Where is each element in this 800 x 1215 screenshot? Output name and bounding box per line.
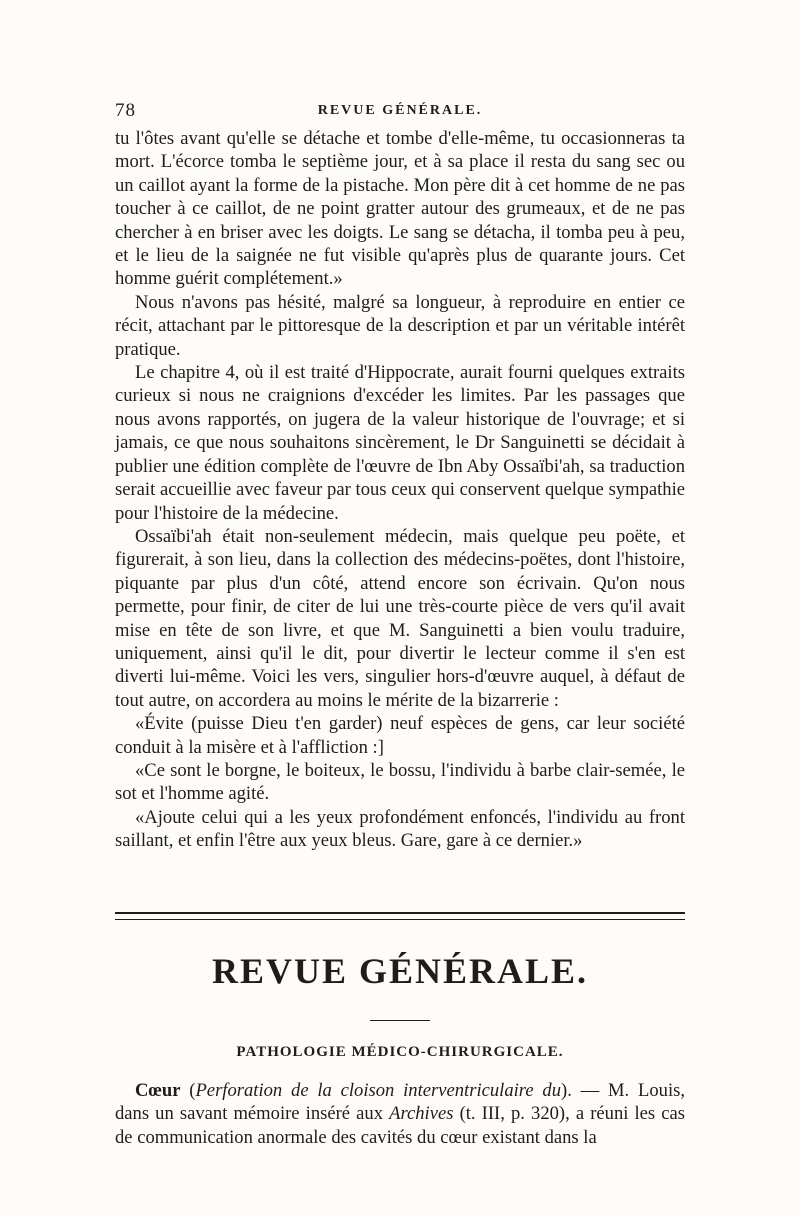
- paragraph: tu l'ôtes avant qu'elle se détache et tombe d'elle-même, tu occasionneras ta mort. L'écorce tomba le septième jour, et à sa place il resta du sang sec ou un caillot ayant la forme de la pistache. Mon père dit à cet homme de ne pas toucher à ce caillot, de ne point gratter autour des grumeaux, et de ne pas chercher à en briser avec les doigts. Le sang se détacha, il tomba peu à peu, et le lieu de la saignée ne fut visible qu'après plus de quarante jours. Cet homme guérit complétement.»: [115, 128, 685, 290]
- paragraph: Ossaïbi'ah était non-seulement médecin, mais quelque peu poëte, et figurerait, à son lieu, dans la collection des médecins-poëtes, dont l'histoire, piquante par plus d'un côté, attend encore son écrivain. Qu'on nous permette, pour finir, de citer de lui une très-courte pièce de vers qu'il avait mise en tête de son livre, et que M. Sanguinetti a bien voulu traduire, uniquement, ainsi qu'il le dit, pour divertir le lecteur comme il s'en est diverti lui-même. Voici les vers, singulier hors-d'œuvre auquel, à défaut de tout autre, on accordera au moins le mérite de la bizarrerie :: [115, 525, 685, 711]
- running-title: REVUE GÉNÉRALE.: [317, 103, 483, 118]
- verse-quote: «Ce sont le borgne, le boiteux, le bossu, l'individu à barbe clair-semée, le sot et l'homme agité.: [115, 759, 685, 805]
- entry-text-open: (: [180, 1080, 196, 1101]
- entry-text-mid: ). — M. Louis, dans un savant mémoire inséré aux: [115, 1080, 686, 1125]
- verse-quote: «Ajoute celui qui a les yeux profondément enfoncés, l'individu au front saillant, et enfin l'être aux yeux bleus. Gare, gare à ce dernier.»: [115, 806, 685, 852]
- title-rule: [370, 1020, 430, 1021]
- paragraph: Le chapitre 4, où il est traité d'Hippocrate, aurait fourni quelques extraits curieux si nous ne craignions d'excéder les limites. Par les passages que nous avons rapportés, on jugera de la valeur historique de l'ouvrage; et si jamais, ce que nous souhaitons sincèrement, le Dr Sanguinetti se décidait à publier une édition complète de l'œuvre de Ibn Aby Ossaïbi'ah, sa traduction serait accueillie avec faveur par tous ceux qui conservent quelque sympathie pour l'histoire de la médecine.: [115, 362, 685, 524]
- section-divider: [115, 912, 685, 920]
- running-head: [115, 100, 685, 128]
- paragraph: Nous n'avons pas hésité, malgré sa longueur, à reproduire en entier ce récit, attachant par le pittoresque de la description et par un véritable intérêt pratique.: [115, 291, 685, 360]
- entry-heading: Cœur: [135, 1080, 181, 1101]
- entry-topic: Perforation de la cloison interventriculaire du: [195, 1080, 561, 1101]
- subsection-title: PATHOLOGIE MÉDICO-CHIRURGICALE.: [236, 1044, 564, 1060]
- journal-title: Archives: [389, 1103, 454, 1125]
- entry-text-rest: (t. III, p. 320), a réuni les cas de communication anormale des cavités du cœur existant dans la: [115, 1103, 685, 1148]
- page-number: 78: [115, 100, 136, 121]
- section-title: REVUE GÉNÉRALE.: [211, 951, 589, 991]
- entry-paragraph: [115, 1079, 685, 1149]
- body-text: [115, 127, 685, 853]
- review-entry: [115, 1079, 685, 1149]
- verse-quote: «Évite (puisse Dieu t'en garder) neuf espèces de gens, car leur société conduit à la misère et à l'affliction :]: [115, 713, 685, 758]
